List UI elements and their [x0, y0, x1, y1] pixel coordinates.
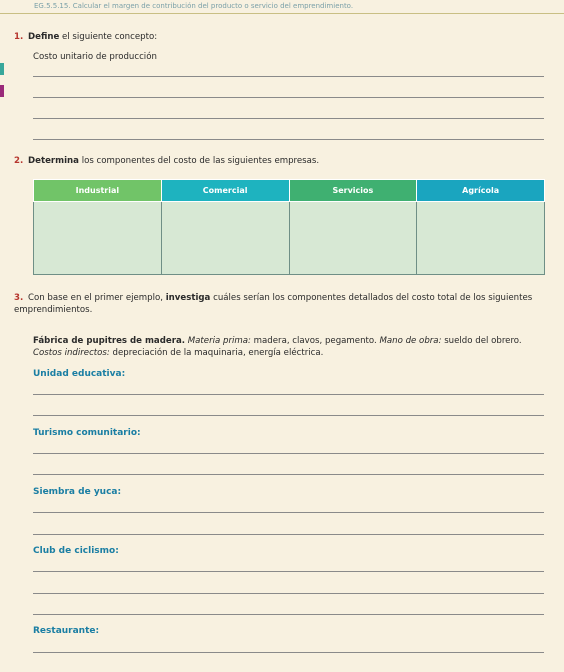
skill-code: EG.5.5.15. Calcular el margen de contribución del producto o servicio del emprendimiento. [34, 2, 354, 10]
header-servicios: Servicios [289, 180, 417, 202]
answer-line[interactable] [33, 614, 544, 615]
question-verb: investiga [165, 293, 211, 303]
side-mark-teal [0, 63, 4, 75]
answer-line[interactable] [33, 571, 544, 572]
question-text: cuáles serían los componentes detallados del costo total de los siguientes emprendimientos. [14, 293, 533, 315]
question-text: el siguiente concepto: [59, 32, 158, 42]
question-number: 1. [14, 32, 24, 42]
answer-line[interactable] [33, 97, 544, 98]
label-materia-prima: Materia prima: [187, 336, 251, 346]
header-agricola: Agrícola [417, 180, 545, 202]
answer-line[interactable] [33, 534, 544, 535]
text-materia-prima: madera, clavos, pegamento. [250, 336, 380, 346]
answer-line[interactable] [33, 118, 544, 119]
answer-line[interactable] [33, 593, 544, 594]
header-comercial: Comercial [161, 180, 289, 202]
example-paragraph [33, 335, 544, 359]
question-text: Con base en el primer ejemplo, [28, 293, 166, 303]
cell-agricola[interactable] [417, 202, 545, 275]
answer-line[interactable] [33, 415, 544, 416]
example-title: Fábrica de pupitres de madera. [33, 336, 186, 346]
text-costos-indirectos: depreciación de la maquinaria, energía eléctrica. [109, 348, 324, 358]
cost-components-table [33, 179, 545, 275]
question-2 [14, 155, 319, 167]
answer-line[interactable] [33, 394, 544, 395]
business-restaurante: Restaurante: [33, 626, 100, 636]
answer-line[interactable] [33, 652, 544, 653]
question-verb: Determina [28, 156, 79, 166]
question-number: 2. [14, 156, 24, 166]
question-text: los componentes del costo de las siguientes empresas. [78, 156, 320, 166]
header-bar [0, 0, 564, 14]
question-number: 3. [14, 293, 24, 303]
question-3 [14, 292, 546, 316]
concept-label: Costo unitario de producción [33, 52, 157, 62]
answer-line[interactable] [33, 139, 544, 140]
question-verb: Define [28, 32, 60, 42]
business-club-ciclismo: Club de ciclismo: [33, 546, 119, 556]
answer-line[interactable] [33, 453, 544, 454]
label-mano-obra: Mano de obra: [379, 336, 442, 346]
cell-industrial[interactable] [34, 202, 162, 275]
cell-comercial[interactable] [161, 202, 289, 275]
question-1 [14, 31, 157, 43]
answer-line[interactable] [33, 474, 544, 475]
header-industrial: Industrial [34, 180, 162, 202]
answer-line[interactable] [33, 512, 544, 513]
business-turismo-comunitario: Turismo comunitario: [33, 428, 141, 438]
business-siembra-yuca: Siembra de yuca: [33, 487, 122, 497]
business-unidad-educativa: Unidad educativa: [33, 369, 126, 379]
text-mano-obra: sueldo del obrero. [441, 336, 522, 346]
cell-servicios[interactable] [289, 202, 417, 275]
label-costos-indirectos: Costos indirectos: [33, 348, 110, 358]
side-mark-purple [0, 85, 4, 97]
answer-line[interactable] [33, 76, 544, 77]
